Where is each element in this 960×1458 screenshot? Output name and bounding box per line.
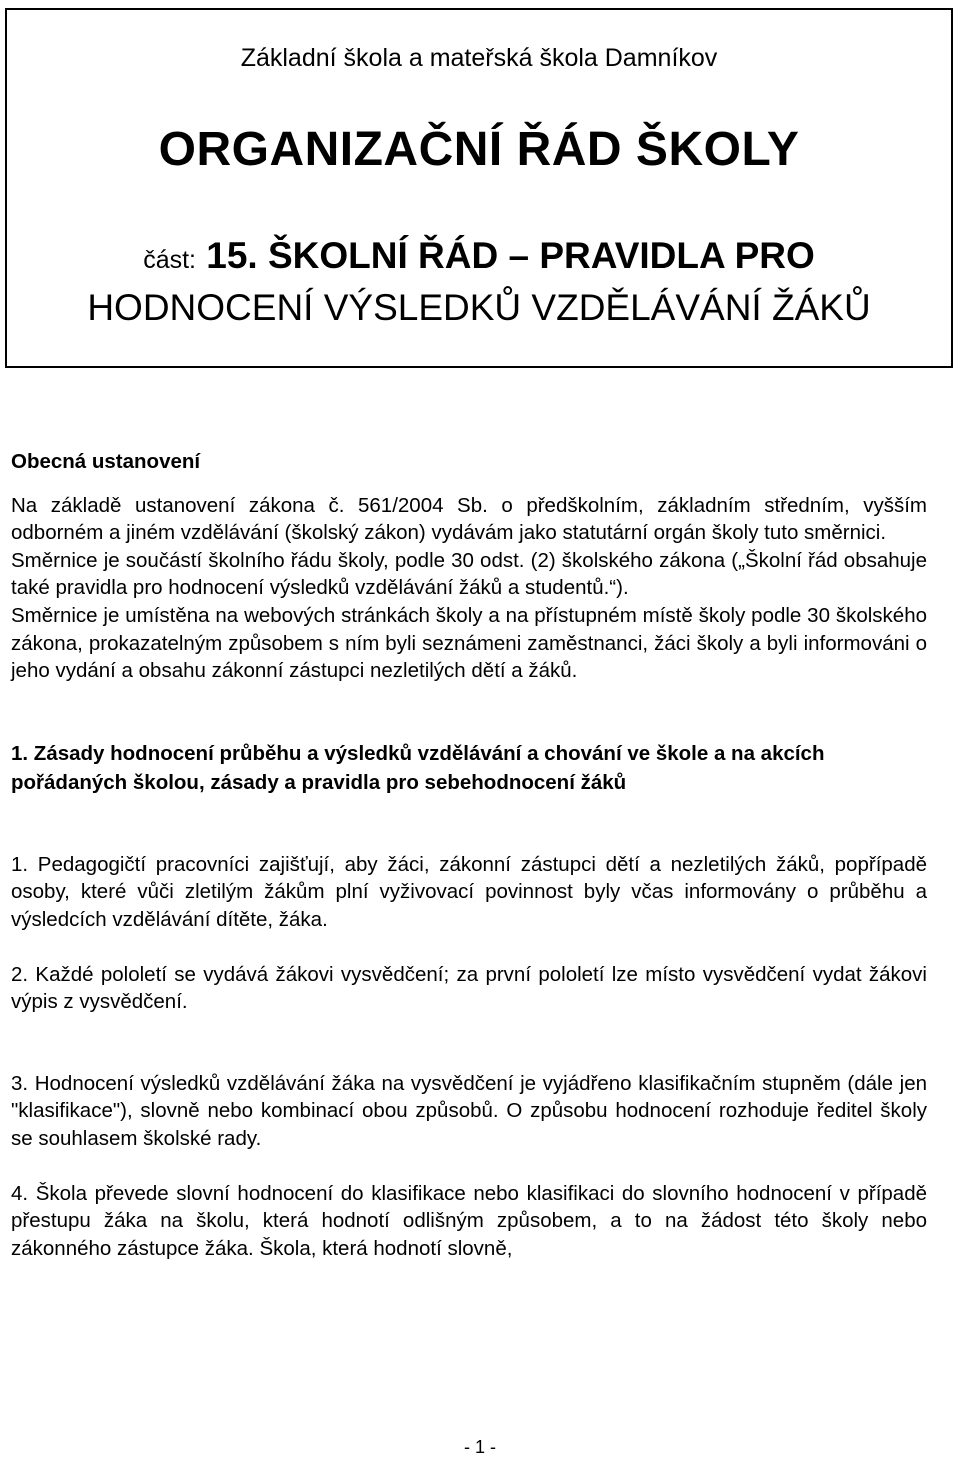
intro-paragraph-1: Na základě ustanovení zákona č. 561/2004 Sb. o předškolním, základním středním, vyšším odborném a jiném vzdělávání (školský zákon) vydávám jako statutární orgán školy tuto směrnici.	[11, 493, 927, 545]
page-number: - 1 -	[463, 1437, 496, 1457]
document-body	[11, 448, 927, 1262]
part-heading	[7, 232, 951, 332]
part-prefix: část:	[143, 246, 196, 274]
document-title: ORGANIZAČNÍ ŘÁD ŠKOLY	[158, 123, 800, 176]
section-1-item-1: 1. Pedagogičtí pracovníci zajišťují, aby žáci, zákonní zástupci dětí a nezletilých žáků, popřípadě osoby, které vůči zletilým žákům plní vyživovací povinnost byly včas informovány o průběhu a výsledcích vzdělávání dítěte, žáka.	[11, 852, 927, 931]
part-title-line2: HODNOCENÍ VÝSLEDKŮ VZDĚLÁVÁNÍ ŽÁKŮ	[87, 287, 871, 328]
section-1-item-3: 3. Hodnocení výsledků vzdělávání žáka na vysvědčení je vyjádřeno klasifikačním stupněm (dále jen "klasifikace"), slovně nebo kombinací obou způsobů. O způsobu hodnocení rozhoduje ředitel školy se souhlasem školské rady.	[11, 1071, 927, 1150]
intro-paragraph-2: Směrnice je součástí školního řádu školy, podle 30 odst. (2) školského zákona („Školní řád obsahuje také pravidla pro hodnocení výsledků vzdělávání žáků a studentů.“).	[11, 548, 927, 600]
general-provisions-heading: Obecná ustanovení	[11, 450, 201, 473]
section-1-item-4: 4. Škola převede slovní hodnocení do klasifikace nebo klasifikaci do slovního hodnocení v případě přestupu žáka na školu, která hodnotí odlišným způsobem, a to na žádost této školy nebo zákonného zástupce žáka. Škola, která hodnotí slovně,	[11, 1181, 927, 1260]
section-1-item-2: 2. Každé pololetí se vydává žákovi vysvědčení; za první pololetí lze místo vysvědčení vydat žákovi výpis z vysvědčení.	[11, 962, 927, 1014]
school-name: Základní škola a mateřská škola Damníkov	[240, 44, 718, 72]
part-title-line1: 15. ŠKOLNÍ ŘÁD – PRAVIDLA PRO	[206, 235, 815, 276]
title-box	[5, 8, 953, 368]
intro-paragraph-3: Směrnice je umístěna na webových stránkách školy a na přístupném místě školy podle 30 školského zákona, prokazatelným způsobem s ním byli seznámeni zaměstnanci, žáci školy a byli informováni o jeho vydání a obsahu zákonní zástupci nezletilých dětí a žáků.	[11, 603, 927, 683]
section-1-heading: 1. Zásady hodnocení průběhu a výsledků vzdělávání a chování ve škole a na akcích pořádaných školou, zásady a pravidla pro sebehodnocení žáků	[11, 741, 825, 794]
